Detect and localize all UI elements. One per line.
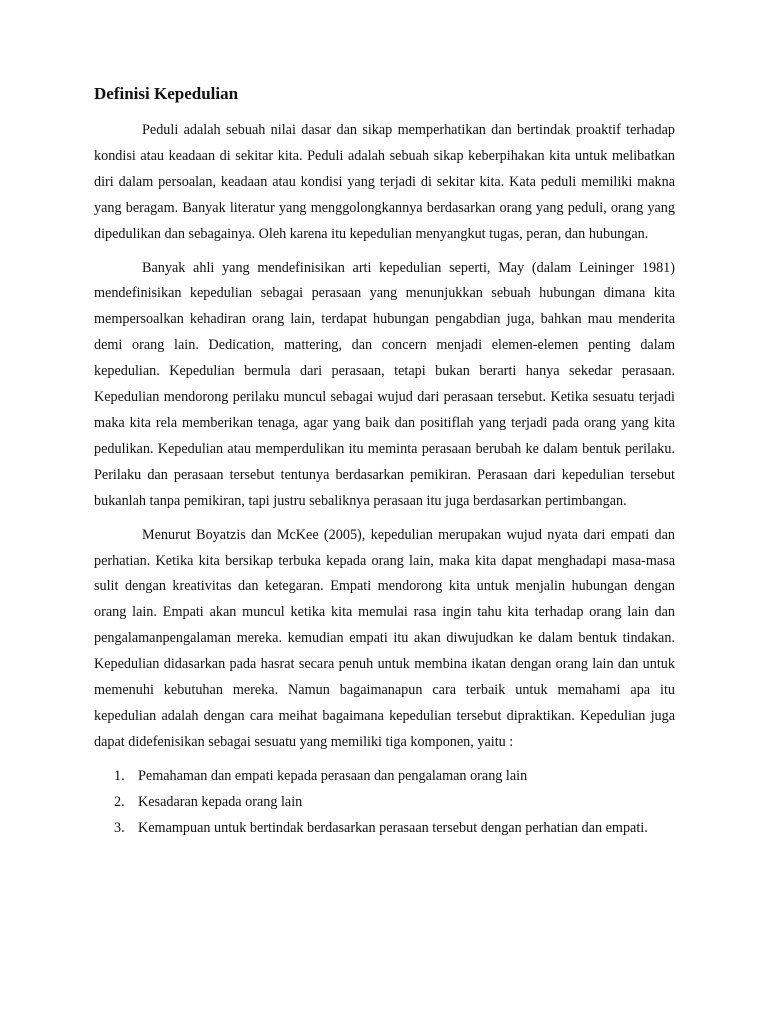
paragraph-3: Menurut Boyatzis dan McKee (2005), kepedulian merupakan wujud nyata dari empati dan perhatian. Ketika kita bersikap terbuka kepada orang lain, maka kita dapat menghadapi masa-masa sulit dengan kreativitas dan ketegaran. Empati mendorong kita untuk menjalin hubungan dengan orang lain. Empati akan muncul ketika kita memulai rasa ingin tahu kita terhadap orang lain dan pengalamanpengalaman mereka. kemudian empati itu akan diwujudkan ke dalam bentuk tindakan. Kepedulian didasarkan pada hasrat secara penuh untuk membina ikatan dengan orang lain dan untuk memenuhi kebutuhan mereka. Namun bagaimanapun cara terbaik untuk memahami apa itu kepedulian adalah dengan cara meihat bagaimana kepedulian tersebut dipraktikan. Kepedulian juga dapat didefenisikan sebagai sesuatu yang memiliki tiga komponen, yaitu : — [94, 526, 675, 750]
list-item — [94, 764, 675, 790]
list-item-number: 3. — [114, 819, 125, 836]
list-item-number: 2. — [114, 793, 125, 810]
document-page — [94, 82, 675, 841]
list-item-text: Kesadaran kepada orang lain — [138, 793, 303, 810]
paragraph-1: Peduli adalah sebuah nilai dasar dan sikap memperhatikan dan bertindak proaktif terhadap kondisi atau keadaan di sekitar kita. Peduli adalah sebuah sikap keberpihakan kita untuk melibatkan diri dalam persoalan, keadaan atau kondisi yang terjadi di sekitar kita. Kata peduli memiliki makna yang beragam. Banyak literatur yang menggolongkannya berdasarkan orang yang peduli, orang yang dipedulikan dan sebagainya. Oleh karena itu kepedulian menyangkut tugas, peran, dan hubungan. — [94, 122, 675, 242]
page-title: Definisi Kepedulian — [94, 84, 239, 103]
paragraph-2: Banyak ahli yang mendefinisikan arti kepedulian seperti, May (dalam Leininger 1981) mendefinisikan kepedulian sebagai perasaan yang menunjukkan sebuah hubungan dimana kita mempersoalkan kehadiran orang lain, terdapat hubungan pengabdian juga, bahkan mau menderita demi orang lain. Dedication, mattering, dan concern menjadi elemen-elemen penting dalam kepedulian. Kepedulian bermula dari perasaan, tetapi bukan berarti hanya sekedar perasaan. Kepedulian mendorong perilaku muncul sebagai wujud dari perasaan tersebut. Ketika sesuatu terjadi maka kita rela memberikan tenaga, agar yang baik dan positiflah yang terjadi pada orang yang kita pedulikan. Kepedulian atau memperdulikan itu meminta perasaan berubah ke dalam bentuk perilaku. Perilaku dan perasaan tersebut tentunya berdasarkan pemikiran. Perasaan dari kepedulian tersebut bukanlah tanpa pemikiran, tapi justru sebaliknya perasaan itu juga berdasarkan pertimbangan. — [94, 259, 675, 509]
component-list — [94, 764, 675, 842]
list-item-text: Kemampuan untuk bertindak berdasarkan perasaan tersebut dengan perhatian dan empati. — [138, 819, 648, 836]
list-item-number: 1. — [114, 767, 125, 784]
list-item-text: Pemahaman dan empati kepada perasaan dan pengalaman orang lain — [138, 767, 528, 784]
list-item — [94, 816, 675, 842]
list-item — [94, 790, 675, 816]
